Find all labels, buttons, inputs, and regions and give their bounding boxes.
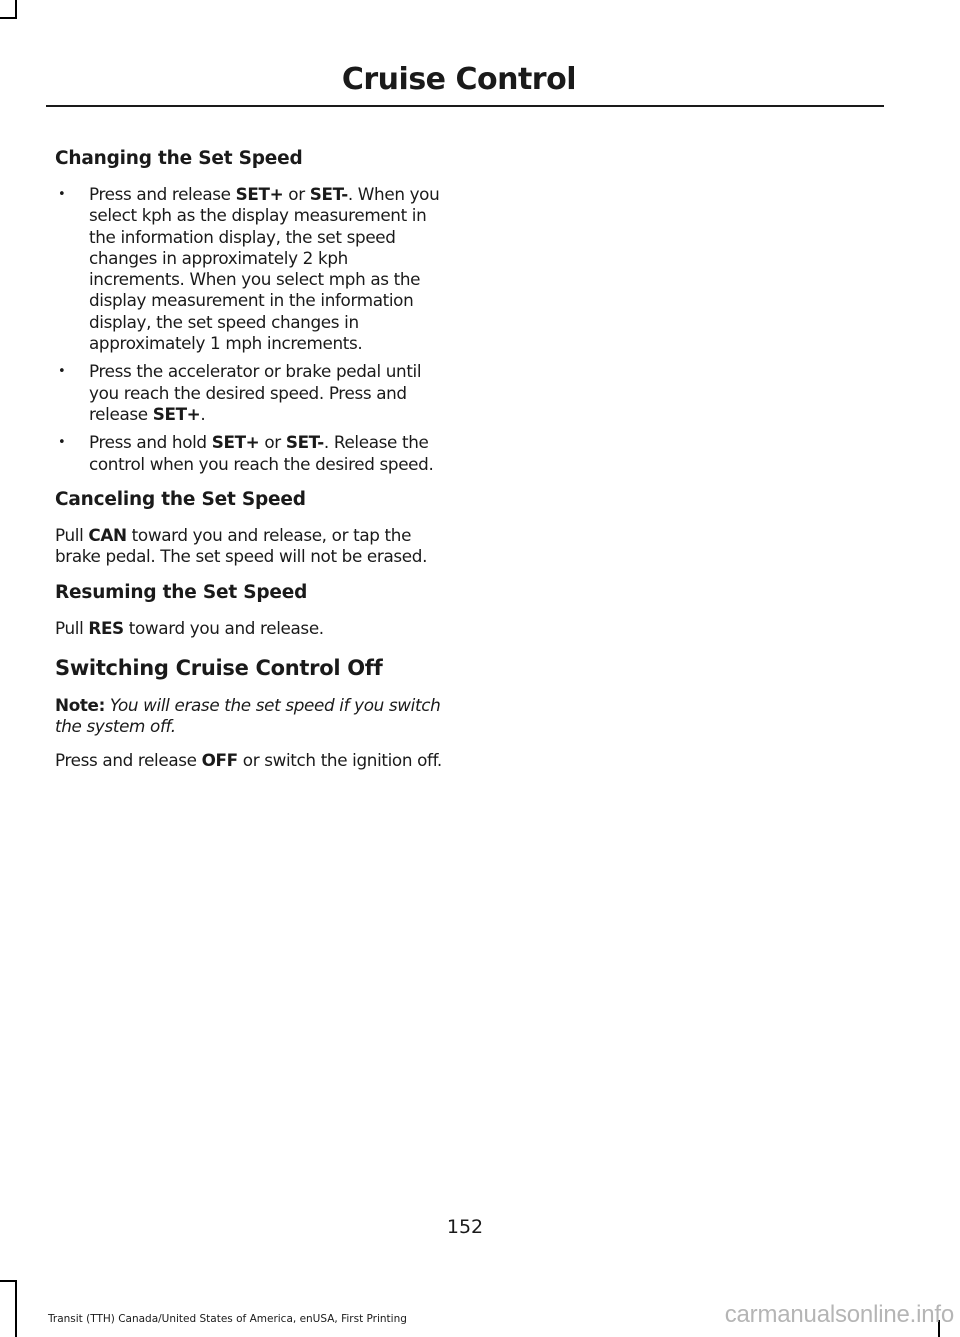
footer-text: Transit (TTH) Canada/United States of America, enUSA, First Printing <box>48 1313 407 1325</box>
heading-canceling-set-speed: Canceling the Set Speed <box>55 488 306 510</box>
text: or <box>283 184 310 204</box>
list-item <box>55 361 447 425</box>
note-text: You will erase the set speed if you switch the system off. <box>55 694 441 737</box>
crop-mark-bottom-left-v <box>15 1280 17 1337</box>
changing-set-speed-list <box>55 184 447 475</box>
switching-paragraph <box>55 750 447 771</box>
text: Press and release <box>55 750 202 771</box>
text: . <box>200 403 206 424</box>
control-name: SET- <box>285 432 324 453</box>
list-item <box>55 432 447 475</box>
control-name: SET+ <box>235 184 284 204</box>
crop-mark-bottom-left-h <box>0 1280 17 1282</box>
control-name: CAN <box>88 524 127 545</box>
canceling-paragraph <box>55 525 447 568</box>
text: Press and release <box>89 184 236 204</box>
text: . Release the control when you reach the desired speed. <box>89 432 434 474</box>
main-content <box>55 146 447 785</box>
crop-mark-top-left-h <box>0 17 17 19</box>
control-name: SET+ <box>152 403 201 424</box>
note-paragraph <box>55 695 447 738</box>
text: Pull <box>55 524 89 545</box>
page-title: Cruise Control <box>341 62 576 97</box>
heading-changing-set-speed: Changing the Set Speed <box>55 148 303 169</box>
control-name: SET- <box>309 184 348 204</box>
header-rule <box>46 105 884 107</box>
note-label: Note: <box>55 694 105 715</box>
text: toward you and release, or tap the brake pedal. The set speed will not be erased. <box>55 524 428 567</box>
text: Pull <box>55 618 89 639</box>
heading-switching-cruise-control-off: Switching Cruise Control Off <box>55 655 383 680</box>
text: or <box>259 432 286 453</box>
crop-mark-top-left-v <box>15 0 17 18</box>
text: toward you and release. <box>123 618 324 639</box>
list-item <box>55 184 447 354</box>
text: Press and hold <box>89 432 212 453</box>
watermark: carmanualsonline.info <box>724 1301 954 1328</box>
text: or switch the ignition off. <box>237 750 442 771</box>
heading-resuming-set-speed: Resuming the Set Speed <box>55 582 308 604</box>
control-name: RES <box>88 618 124 639</box>
resuming-paragraph <box>55 618 447 639</box>
control-name: OFF <box>201 750 238 771</box>
text: . When you select kph as the display measurement in the information display, the set speed changes in approximately 2 kph increments. When you select mph as the display measurement in the information display, the set speed changes in approximately 1 mph increments. <box>89 184 440 354</box>
control-name: SET+ <box>211 432 260 453</box>
page-number: 152 <box>446 1216 484 1238</box>
text: Press the accelerator or brake pedal until you reach the desired speed. Press and release <box>89 361 422 424</box>
